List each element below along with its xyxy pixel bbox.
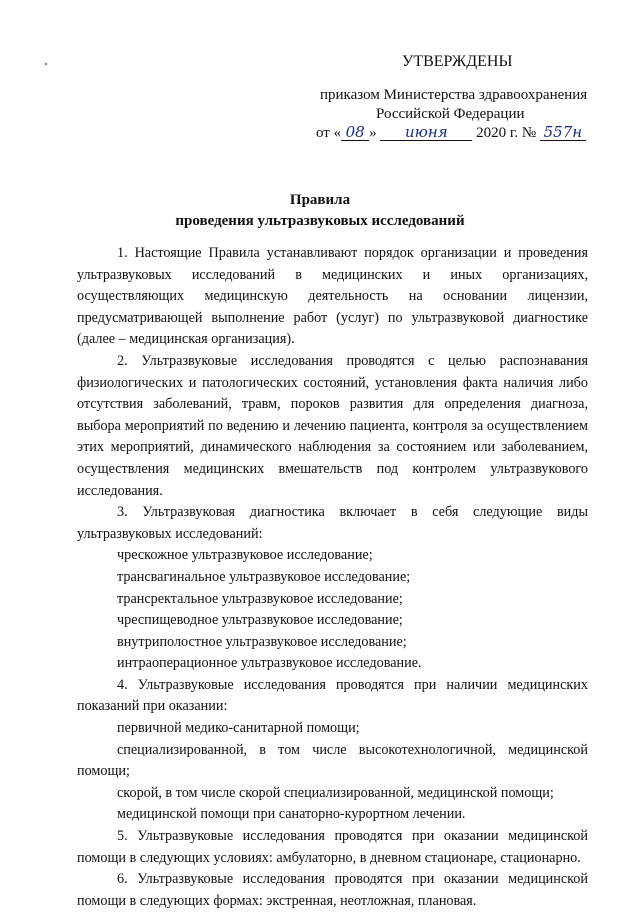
date-day: 08 [341,125,369,141]
list-item: чрескожное ультразвуковое исследование; [117,547,373,564]
list-item: трансвагинальное ультразвуковое исследование; [117,568,411,585]
title-line-2: проведения ультразвуковых исследований [175,213,465,229]
scan-speck [45,63,47,65]
paragraph-1: 1. Настоящие Правила устанавливают порядок организации и проведения ультразвуковых исследований в медицинских и иных организациях, осуществляющих медицинскую деятельность на основании лицензии, предусматривающей выполнение работ (услуг) по ультразвуковой диагностике (далее – медицинская организация). [77,245,588,348]
list-item: внутриполостное ультразвуковое исследование; [117,633,407,650]
paragraph-6: 6. Ультразвуковые исследования проводятся при оказании медицинской помощи в следующих формах: экстренная, неотложная, плановая. [77,871,588,909]
list-item: трансректальное ультразвуковое исследование; [117,590,403,607]
paragraph-3: 3. Ультразвуковая диагностика включает в себя следующие виды ультразвуковых исследований: [77,504,588,542]
approval-block [302,52,602,143]
title-line-1: Правила [289,192,351,208]
approval-order-line: приказом Министерства здравоохранения [320,87,588,103]
list-item: первичной медико-санитарной помощи; [117,720,360,737]
list-item: специализированной, в том числе высокотехнологичной, медицинской помощи; [77,741,588,780]
list-item: чреспищеводное ультразвуковое исследование; [117,612,403,629]
list-item: медицинской помощи при санаторно-курортном лечении. [117,806,466,823]
date-mid: » [369,125,377,141]
date-year: 2020 г. № [476,125,537,141]
paragraph-5: 5. Ультразвуковые исследования проводятся при оказании медицинской помощи в следующих условиях: амбулаторно, в дневном стационаре, стационарно. [77,828,588,866]
date-month: июня [380,125,472,141]
list-item: скорой, в том числе скорой специализированной, медицинской помощи; [117,784,554,801]
approval-ministry-line: Российской Федерации [376,106,525,122]
date-prefix: от « [316,125,342,141]
document-title [0,190,640,232]
list-item: интраоперационное ультразвуковое исследование. [117,655,422,672]
document-body [77,243,588,912]
paragraph-2: 2. Ультразвуковые исследования проводятся с целью распознавания физиологических и патологических состояний, установления факта наличия либо отсутствия заболеваний, травм, пороков развития для определения диагноза, выбора мероприятий по ведению и лечению пациента, контроля за осуществлением этих мероприятий, динамического наблюдения за состоянием или заболеванием, осуществления медицинских вмешательств под контролем ультразвукового исследования. [77,352,588,499]
approval-heading: УТВЕРЖДЕНЫ [402,53,513,70]
order-number: 557н [540,125,586,141]
paragraph-4: 4. Ультразвуковые исследования проводятся при наличии медицинских показаний при оказании: [77,676,588,715]
approval-date-line [316,124,602,143]
